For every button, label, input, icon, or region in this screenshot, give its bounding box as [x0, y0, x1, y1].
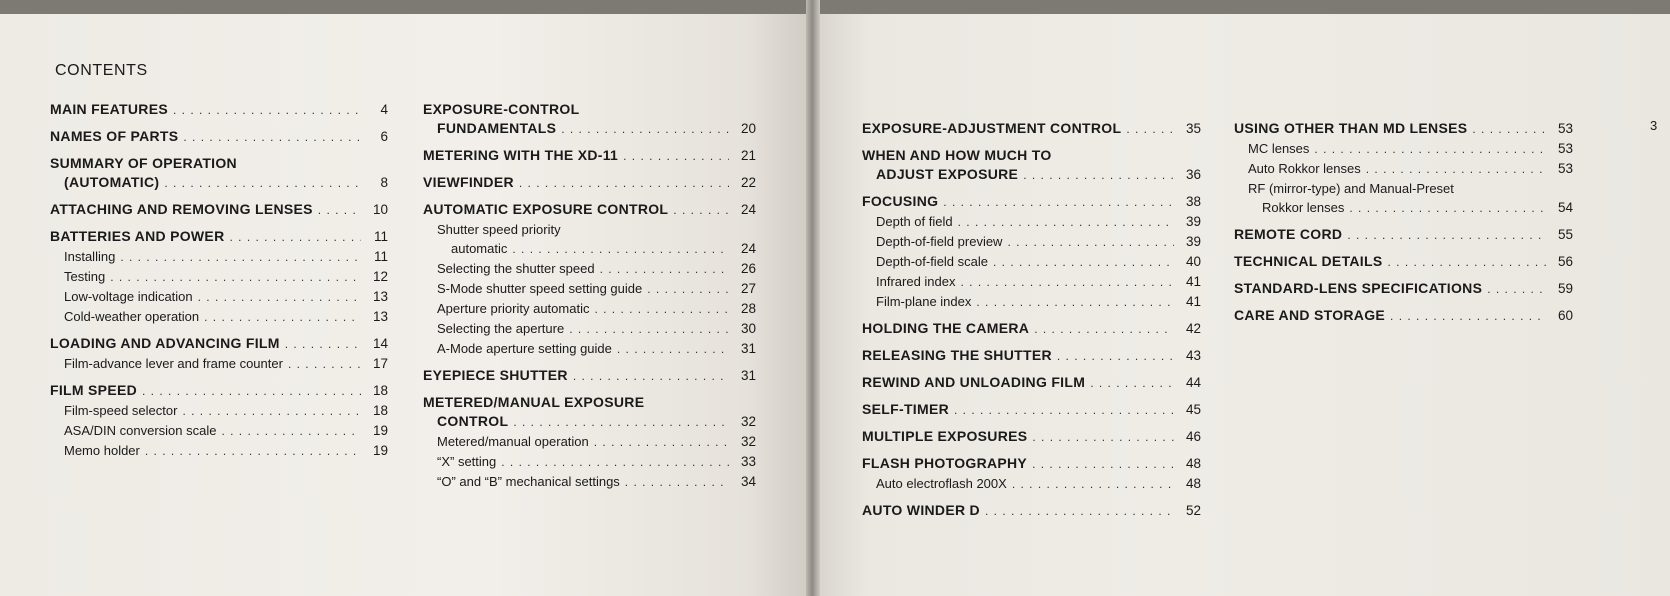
toc-entry [50, 354, 388, 374]
toc-page-number: 41 [1185, 294, 1201, 309]
toc-entry-title: LOADING AND ADVANCING FILM [50, 335, 280, 351]
toc-entry-title: USING OTHER THAN MD LENSES [1234, 120, 1468, 136]
toc-entry [862, 454, 1201, 474]
dot-leader [1032, 428, 1174, 447]
toc-entry-title: “X” setting [437, 454, 497, 469]
toc-entry-title: Depth of field [876, 214, 953, 229]
toc-page-number: 39 [1185, 234, 1201, 249]
toc-page-number: 24 [740, 202, 756, 217]
dot-leader [1472, 120, 1546, 139]
toc-entry [50, 100, 388, 120]
toc-page-number: 52 [1185, 503, 1201, 518]
dot-leader [1349, 199, 1546, 218]
toc-entry-title: Auto electroflash 200X [876, 476, 1007, 491]
dot-leader [976, 293, 1174, 312]
toc-entry-title: Film-speed selector [64, 403, 178, 418]
toc-entry-title: Film-plane index [876, 294, 972, 309]
toc-page-number: 13 [372, 309, 388, 324]
dot-leader [673, 201, 729, 220]
toc-column-2 [423, 100, 756, 492]
toc-entry [423, 339, 756, 359]
toc-page-number: 10 [372, 202, 388, 217]
toc-entry [50, 381, 388, 401]
toc-entry [862, 192, 1201, 212]
toc-entry-title: METERING WITH THE XD-11 [423, 147, 619, 163]
toc-page-number: 39 [1185, 214, 1201, 229]
dot-leader [145, 442, 361, 461]
dot-leader [1126, 120, 1174, 139]
toc-entry-title: Low-voltage indication [64, 289, 193, 304]
toc-entry [1234, 179, 1573, 218]
dot-leader [1034, 320, 1174, 339]
dot-leader [1487, 280, 1546, 299]
toc-page-number: 11 [373, 229, 388, 244]
toc-entry [50, 401, 388, 421]
toc-entry-title: ASA/DIN conversion scale [64, 423, 217, 438]
toc-entry [50, 200, 388, 220]
toc-entry [423, 259, 756, 279]
toc-entry [423, 173, 756, 193]
toc-page-number: 28 [740, 301, 756, 316]
toc-page-number: 11 [373, 249, 388, 264]
toc-page-number: 31 [740, 368, 756, 383]
toc-page-number: 22 [740, 175, 756, 190]
toc-entry-title: Metered/manual operation [437, 434, 589, 449]
page-number: 3 [1650, 118, 1658, 133]
toc-entry-title: BATTERIES AND POWER [50, 228, 225, 244]
toc-entry-title: TECHNICAL DETAILS [1234, 253, 1383, 269]
toc-page-number: 48 [1185, 476, 1201, 491]
toc-entry-title: CARE AND STORAGE [1234, 307, 1386, 323]
toc-entry-title: Depth-of-field preview [876, 234, 1003, 249]
toc-entry-title: STANDARD-LENS SPECIFICATIONS [1234, 280, 1483, 296]
dot-leader [1032, 455, 1174, 474]
toc-entry-title: RF (mirror-type) and Manual-Preset [1248, 181, 1454, 196]
toc-entry [50, 127, 388, 147]
toc-page-number: 53 [1557, 161, 1573, 176]
dot-leader [229, 228, 361, 247]
book-gutter [806, 0, 820, 596]
toc-entry [50, 267, 388, 287]
toc-entry-title: FUNDAMENTALS [437, 120, 557, 136]
toc-entry [50, 421, 388, 441]
toc-page-number: 54 [1557, 200, 1573, 215]
toc-page-number: 43 [1185, 348, 1201, 363]
toc-entry [862, 346, 1201, 366]
toc-page-number: 32 [740, 414, 756, 429]
dot-leader [647, 280, 729, 299]
toc-entry-title: FOCUSING [862, 193, 939, 209]
toc-entry [50, 247, 388, 267]
toc-entry-title: EYEPIECE SHUTTER [423, 367, 568, 383]
toc-page-number: 55 [1557, 227, 1573, 242]
toc-page-number: 17 [372, 356, 388, 371]
dot-leader [600, 260, 729, 279]
toc-entry [50, 287, 388, 307]
dot-leader [204, 308, 361, 327]
toc-entry-title: automatic [451, 241, 508, 256]
toc-page-number: 24 [740, 241, 756, 256]
toc-entry [862, 272, 1201, 292]
dot-leader [501, 453, 729, 472]
toc-entry [1234, 279, 1573, 299]
toc-entry [862, 400, 1201, 420]
toc-entry-title: Installing [64, 249, 116, 264]
dot-leader [573, 367, 729, 386]
toc-entry [423, 472, 756, 492]
toc-entry [423, 200, 756, 220]
toc-entry-title: S-Mode shutter speed setting guide [437, 281, 643, 296]
toc-entry-title: HOLDING THE CAMERA [862, 320, 1030, 336]
toc-entry [862, 319, 1201, 339]
toc-page-number: 12 [372, 269, 388, 284]
toc-entry-title: Rokkor lenses [1262, 200, 1345, 215]
toc-entry-title: RELEASING THE SHUTTER [862, 347, 1052, 363]
dot-leader [1057, 347, 1174, 366]
toc-entry-title: FILM SPEED [50, 382, 138, 398]
dot-leader [594, 433, 729, 452]
toc-entry-title: ADJUST EXPOSURE [876, 166, 1019, 182]
toc-entry [862, 146, 1201, 185]
toc-entry [50, 154, 388, 193]
toc-entry-title: Shutter speed priority [437, 222, 561, 237]
toc-entry-title: Film-advance lever and frame counter [64, 356, 283, 371]
dot-leader [985, 502, 1174, 521]
dot-leader [288, 355, 361, 374]
toc-entry [423, 319, 756, 339]
dot-leader [285, 335, 361, 354]
dot-leader [1387, 253, 1546, 272]
toc-entry-title: EXPOSURE-CONTROL [423, 101, 580, 117]
toc-page-number: 45 [1185, 402, 1201, 417]
dot-leader [173, 101, 361, 120]
toc-entry-title: Memo holder [64, 443, 140, 458]
toc-page-number: 53 [1557, 121, 1573, 136]
toc-entry-title: Cold-weather operation [64, 309, 200, 324]
toc-entry-title: A-Mode aperture setting guide [437, 341, 612, 356]
toc-entry-title: VIEWFINDER [423, 174, 514, 190]
toc-entry [1234, 159, 1573, 179]
toc-entry [50, 334, 388, 354]
toc-entry-title: MULTIPLE EXPOSURES [862, 428, 1028, 444]
dot-leader [625, 473, 729, 492]
contents-heading: CONTENTS [55, 62, 148, 79]
dot-leader [943, 193, 1174, 212]
toc-entry [862, 212, 1201, 232]
toc-page-number: 26 [740, 261, 756, 276]
toc-entry [423, 220, 756, 259]
toc-page-number: 4 [380, 102, 388, 117]
toc-entry [423, 279, 756, 299]
toc-page-number: 21 [740, 148, 756, 163]
toc-page-number: 31 [740, 341, 756, 356]
toc-page-number: 56 [1557, 254, 1573, 269]
toc-entry [423, 100, 756, 139]
toc-page-number: 48 [1185, 456, 1201, 471]
toc-page-number: 13 [372, 289, 388, 304]
toc-column-4 [1234, 119, 1573, 326]
toc-entry [50, 227, 388, 247]
dot-leader [142, 382, 361, 401]
toc-page-number: 46 [1185, 429, 1201, 444]
toc-page-number: 38 [1185, 194, 1201, 209]
toc-page-number: 27 [740, 281, 756, 296]
toc-page-number: 34 [740, 474, 756, 489]
toc-entry-title: Selecting the aperture [437, 321, 565, 336]
toc-entry-title: EXPOSURE-ADJUSTMENT CONTROL [862, 120, 1122, 136]
toc-page-number: 19 [372, 443, 388, 458]
dot-leader [617, 340, 729, 359]
toc-entry [862, 373, 1201, 393]
dot-leader [120, 248, 361, 267]
toc-entry [423, 432, 756, 452]
toc-entry-title: AUTOMATIC EXPOSURE CONTROL [423, 201, 669, 217]
toc-page-number: 14 [372, 336, 388, 351]
dot-leader [594, 300, 729, 319]
toc-entry-title: SUMMARY OF OPERATION [50, 155, 237, 171]
toc-entry [862, 427, 1201, 447]
toc-page-number: 6 [380, 129, 388, 144]
toc-entry [862, 119, 1201, 139]
toc-entry-title: Testing [64, 269, 106, 284]
toc-entry-title: (AUTOMATIC) [64, 174, 160, 190]
dot-leader [512, 240, 729, 259]
dot-leader [1366, 160, 1546, 179]
toc-entry-title: METERED/MANUAL EXPOSURE [423, 394, 645, 410]
toc-entry [423, 146, 756, 166]
toc-page-number: 59 [1557, 281, 1573, 296]
toc-entry [1234, 139, 1573, 159]
toc-entry-title: Auto Rokkor lenses [1248, 161, 1361, 176]
dot-leader [569, 320, 729, 339]
dot-leader [1090, 374, 1174, 393]
toc-entry [862, 292, 1201, 312]
dot-leader [164, 174, 361, 193]
toc-entry-title: Depth-of-field scale [876, 254, 988, 269]
dot-leader [110, 268, 361, 287]
toc-entry-title: “O” and “B” mechanical settings [437, 474, 620, 489]
toc-entry-title: WHEN AND HOW MUCH TO [862, 147, 1052, 163]
toc-entry-title: NAMES OF PARTS [50, 128, 179, 144]
toc-entry [423, 452, 756, 472]
toc-entry [1234, 252, 1573, 272]
toc-entry [50, 441, 388, 461]
toc-page-number: 41 [1185, 274, 1201, 289]
dot-leader [1347, 226, 1546, 245]
toc-entry [423, 393, 756, 432]
dot-leader [1007, 233, 1174, 252]
toc-page-number: 60 [1557, 308, 1573, 323]
toc-entry [862, 474, 1201, 494]
dot-leader [1012, 475, 1174, 494]
dot-leader [519, 174, 729, 193]
dot-leader [198, 288, 361, 307]
toc-page-number: 8 [380, 175, 388, 190]
toc-entry-title: Aperture priority automatic [437, 301, 590, 316]
toc-page-number: 36 [1185, 167, 1201, 182]
toc-page-number: 53 [1557, 141, 1573, 156]
toc-column-1 [50, 100, 388, 461]
toc-column-3 [862, 119, 1201, 521]
toc-entry-title: FLASH PHOTOGRAPHY [862, 455, 1028, 471]
toc-entry-title: ATTACHING AND REMOVING LENSES [50, 201, 313, 217]
toc-page-number: 18 [372, 383, 388, 398]
dot-leader [993, 253, 1174, 272]
dot-leader [183, 128, 361, 147]
dot-leader [961, 273, 1175, 292]
toc-entry [1234, 119, 1573, 139]
toc-page-number: 20 [740, 121, 756, 136]
toc-entry-title: AUTO WINDER D [862, 502, 980, 518]
toc-entry-title: Infrared index [876, 274, 956, 289]
dot-leader [318, 201, 361, 220]
toc-entry [862, 252, 1201, 272]
toc-entry [423, 366, 756, 386]
toc-page-number: 40 [1185, 254, 1201, 269]
toc-entry [50, 307, 388, 327]
toc-entry-title: SELF-TIMER [862, 401, 949, 417]
toc-entry [423, 299, 756, 319]
toc-page-number: 33 [740, 454, 756, 469]
toc-page-number: 19 [372, 423, 388, 438]
toc-entry-title: REWIND AND UNLOADING FILM [862, 374, 1086, 390]
dot-leader [958, 213, 1174, 232]
dot-leader [513, 413, 729, 432]
dot-leader [1023, 166, 1174, 185]
toc-entry [862, 501, 1201, 521]
toc-entry-title: MC lenses [1248, 141, 1310, 156]
toc-page-number: 30 [740, 321, 756, 336]
toc-page-number: 35 [1185, 121, 1201, 136]
toc-entry-title: Selecting the shutter speed [437, 261, 595, 276]
toc-entry [862, 232, 1201, 252]
toc-entry-title: MAIN FEATURES [50, 101, 168, 117]
toc-page-number: 42 [1185, 321, 1201, 336]
toc-entry [1234, 225, 1573, 245]
toc-page-number: 32 [740, 434, 756, 449]
dot-leader [623, 147, 729, 166]
toc-entry-title: REMOTE CORD [1234, 226, 1343, 242]
dot-leader [182, 402, 361, 421]
toc-page-number: 44 [1185, 375, 1201, 390]
toc-entry [1234, 306, 1573, 326]
dot-leader [954, 401, 1174, 420]
dot-leader [1390, 307, 1546, 326]
dot-leader [561, 120, 729, 139]
dot-leader [1314, 140, 1546, 159]
dot-leader [221, 422, 361, 441]
toc-entry-title: CONTROL [437, 413, 509, 429]
toc-page-number: 18 [372, 403, 388, 418]
